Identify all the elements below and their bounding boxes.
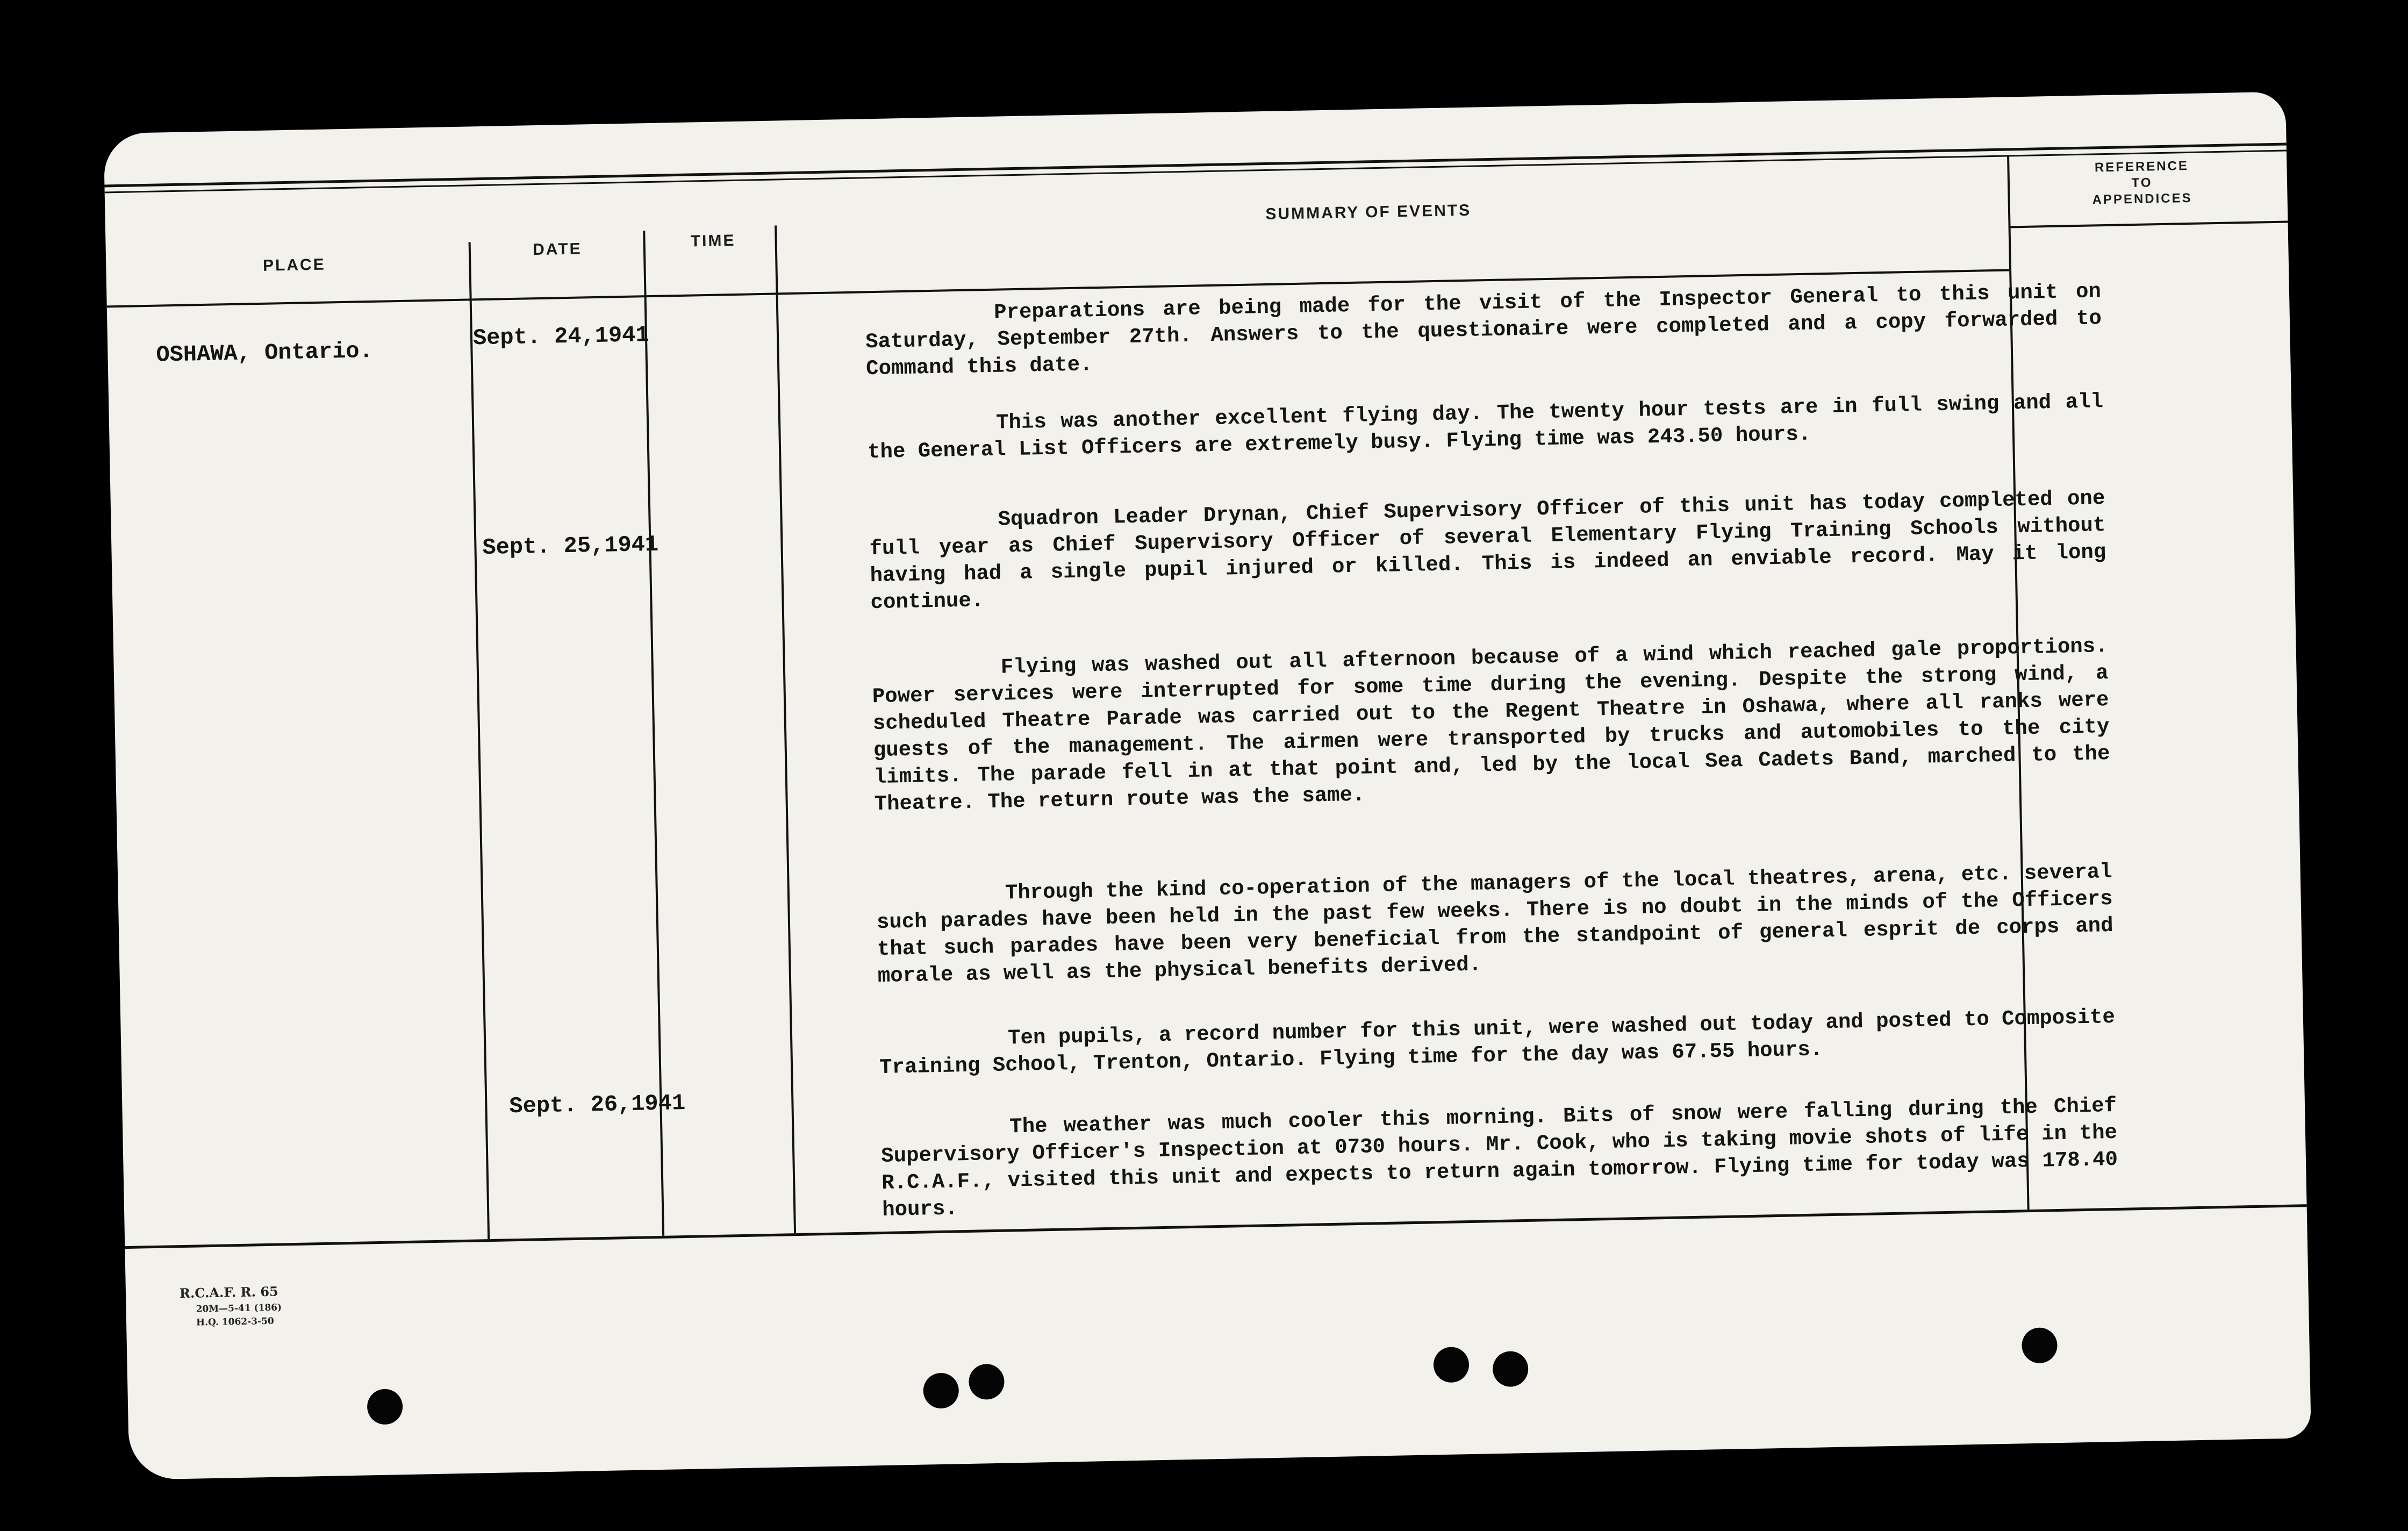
column-divider-time-summary (775, 225, 796, 1233)
punch-hole-5 (1493, 1351, 1529, 1387)
summary-paragraph-5: Through the kind co-operation of the managers of the local theatres, arena, etc. several such parades have been held in the past few weeks. There is no doubt in the minds of the Officers that such parades have been very beneficial from the standpoint of general esprit de corps and morale as well as the physical benefits derived. (876, 860, 2113, 989)
punch-hole-3 (969, 1364, 1005, 1400)
form-code: R.C.A.F. R. 65 (179, 1283, 278, 1301)
diary-form-card (104, 92, 2311, 1480)
place-entry: OSHAWA, Ontario. (156, 338, 374, 368)
date-entry-3: Sept. 26,1941 (509, 1090, 686, 1120)
punch-hole-6 (2022, 1327, 2058, 1363)
summary-paragraph-3: Squadron Leader Drynan, Chief Supervisory Officer of this unit has today completed one full year as Chief Supervisory Officer of several Elementary Flying Training Schools without having had a single pupil injured or killed. This is indeed an enviable record. May it long continue. (869, 487, 2106, 615)
header-place: PLACE (262, 255, 326, 275)
form-print-run: 20M—5-41 (186) (196, 1302, 282, 1315)
summary-paragraph-2: This was another excellent flying day. The twenty hour tests are in full swing and all the General List Officers are extremely busy. Flying time was 243.50 hours. (867, 390, 2104, 464)
header-reference-line1: REFERENCE (2094, 159, 2189, 175)
punch-hole-1 (367, 1389, 403, 1425)
summary-paragraph-7: The weather was much cooler this morning. Bits of snow were falling during the Chief Supervisory Officer's Inspection at 0730 hours. Mr. Cook, who is taking movie shots of life in the R.C.A.F., visited this unit and expects to return again tomorrow. Flying time for today was 178.40 hours. (880, 1093, 2118, 1222)
summary-paragraph-6: Ten pupils, a record number for this unit, were washed out today and posted to Composite Training School, Trenton, Ontario. Flying time for the day was 67.55 hours. (879, 1005, 2116, 1080)
punch-hole-2 (923, 1372, 959, 1408)
header-date: DATE (532, 240, 582, 259)
summary-paragraph-1: Preparations are being made for the visit of the Inspector General to this unit on Saturday, September 27th. Answers to the questionaire were completed and a copy forwarded to Command this date. (865, 280, 2102, 381)
punch-hole-4 (1433, 1347, 1469, 1383)
top-rule-inner (105, 149, 2287, 193)
column-divider-place-date (469, 242, 490, 1239)
header-time: TIME (690, 231, 736, 251)
header-reference-line2: TO (2131, 175, 2153, 191)
date-entry-1: Sept. 24,1941 (472, 322, 650, 352)
reference-header-rule (2009, 220, 2288, 228)
header-reference (2029, 157, 2255, 210)
date-entry-2: Sept. 25,1941 (482, 531, 659, 561)
header-summary: SUMMARY OF EVENTS (1265, 201, 1472, 223)
summary-paragraph-4: Flying was washed out all afternoon because of a wind which reached gale proportions. Power services were interrupted for some time during the evening. Despite the strong wind, a scheduled Theatre Parade was carried out to the Regent Theatre in Oshawa, where all ranks were guests of the management. The airmen were transported by trucks and automobiles to the city limits. The parade fell in at that point and, led by the local Sea Cadets Band, marched to the Theatre. The return route was the same. (872, 634, 2110, 817)
header-reference-line3: APPENDICES (2092, 190, 2192, 208)
form-hq-reference: H.Q. 1062-3-50 (196, 1315, 274, 1328)
top-rule-outer (104, 143, 2286, 188)
column-divider-date-time (643, 231, 664, 1236)
